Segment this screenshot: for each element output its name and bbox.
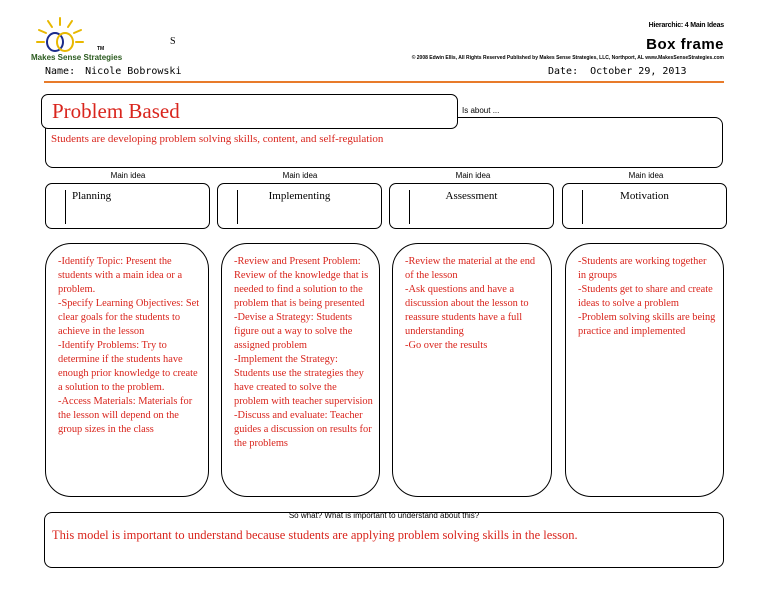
- main-idea-title: Assessment: [445, 190, 498, 202]
- is-about-text: Students are developing problem solving skills, content, and self-regulation: [51, 133, 384, 145]
- main-idea-box-motivation: [562, 183, 727, 229]
- main-idea-label-1: Main idea: [110, 171, 146, 180]
- detail-item: -Discuss and evaluate: Teacher guides a discussion on results for the problems: [234, 410, 372, 449]
- details-box-assessment: [392, 243, 552, 497]
- details-text: [58, 255, 202, 437]
- hierarchic-label: Hierarchic: 4 Main Ideas: [648, 22, 724, 29]
- detail-item: -Students are working together in groups: [578, 256, 707, 281]
- date-label: Date:: [548, 66, 579, 77]
- detail-item: -Review and Present Problem: Review of the knowledge that is needed to find a solution to the problem that is being presented: [234, 256, 369, 309]
- logo-text: Makes Sense Strategies: [31, 53, 123, 62]
- detail-item: -Access Materials: Materials for the lesson will depend on the group sizes in the class: [58, 396, 193, 435]
- details-text: [405, 255, 545, 353]
- date-value: October 29, 2013: [590, 66, 687, 77]
- details-text: [578, 255, 717, 339]
- main-idea-box-implementing: [217, 183, 382, 229]
- so-what-label: So what? What is important to understand about this?: [288, 511, 480, 520]
- detail-item: -Implement the Strategy: Students use the strategies they have created to solve the problem with teacher supervision: [234, 354, 373, 407]
- main-idea-box-planning: [45, 183, 210, 229]
- makes-sense-logo-icon: [34, 16, 94, 54]
- main-idea-label-3: Main idea: [455, 171, 491, 180]
- detail-item: -Identify Problems: Try to determine if the students have enough prior knowledge to create a solution to the problem.: [58, 340, 198, 393]
- name-label: Name:: [45, 66, 76, 77]
- name-value: Nicole Bobrowski: [85, 66, 182, 77]
- main-idea-label-4: Main idea: [628, 171, 664, 180]
- detail-item: -Devise a Strategy: Students figure out a way to solve the assigned problem: [234, 312, 353, 351]
- topic-title: Problem Based: [52, 99, 180, 123]
- name-row: [45, 66, 181, 77]
- detail-item: -Identify Topic: Present the students with a main idea or a problem.: [58, 256, 183, 295]
- so-what-text: This model is important to understand because students are applying problem solving skills in the lesson.: [52, 528, 578, 542]
- is-about-label: Is about ...: [462, 106, 500, 115]
- date-row: [548, 66, 686, 77]
- s-mark: S: [170, 36, 176, 47]
- frame-title: Box frame: [646, 36, 724, 53]
- detail-item: -Students get to share and create ideas to solve a problem: [578, 284, 713, 309]
- details-text: [234, 255, 373, 451]
- detail-item: -Problem solving skills are being practice and implemented: [578, 312, 716, 337]
- header-divider: [44, 81, 724, 83]
- details-box-implementing: [221, 243, 380, 497]
- trademark-mark: TM: [97, 46, 105, 52]
- main-idea-title: Planning: [72, 190, 112, 202]
- detail-item: -Specify Learning Objectives: Set clear goals for the students to achieve in the lesson: [58, 298, 200, 337]
- main-idea-title: Motivation: [620, 190, 669, 202]
- details-box-motivation: [565, 243, 724, 497]
- detail-item: -Ask questions and have a discussion about the lesson to reassure students have a full understanding: [405, 284, 529, 337]
- detail-item: -Review the material at the end of the lesson: [405, 256, 536, 281]
- main-idea-box-assessment: [389, 183, 554, 229]
- copyright-line: © 2008 Edwin Ellis, All Rights Reserved Published by Makes Sense Strategies, LLC, Northport, AL www.MakesSenseStrategies.com: [411, 55, 724, 61]
- details-box-planning: [45, 243, 209, 497]
- detail-item: -Go over the results: [405, 340, 488, 351]
- main-idea-title: Implementing: [268, 190, 331, 202]
- main-idea-label-2: Main idea: [282, 171, 318, 180]
